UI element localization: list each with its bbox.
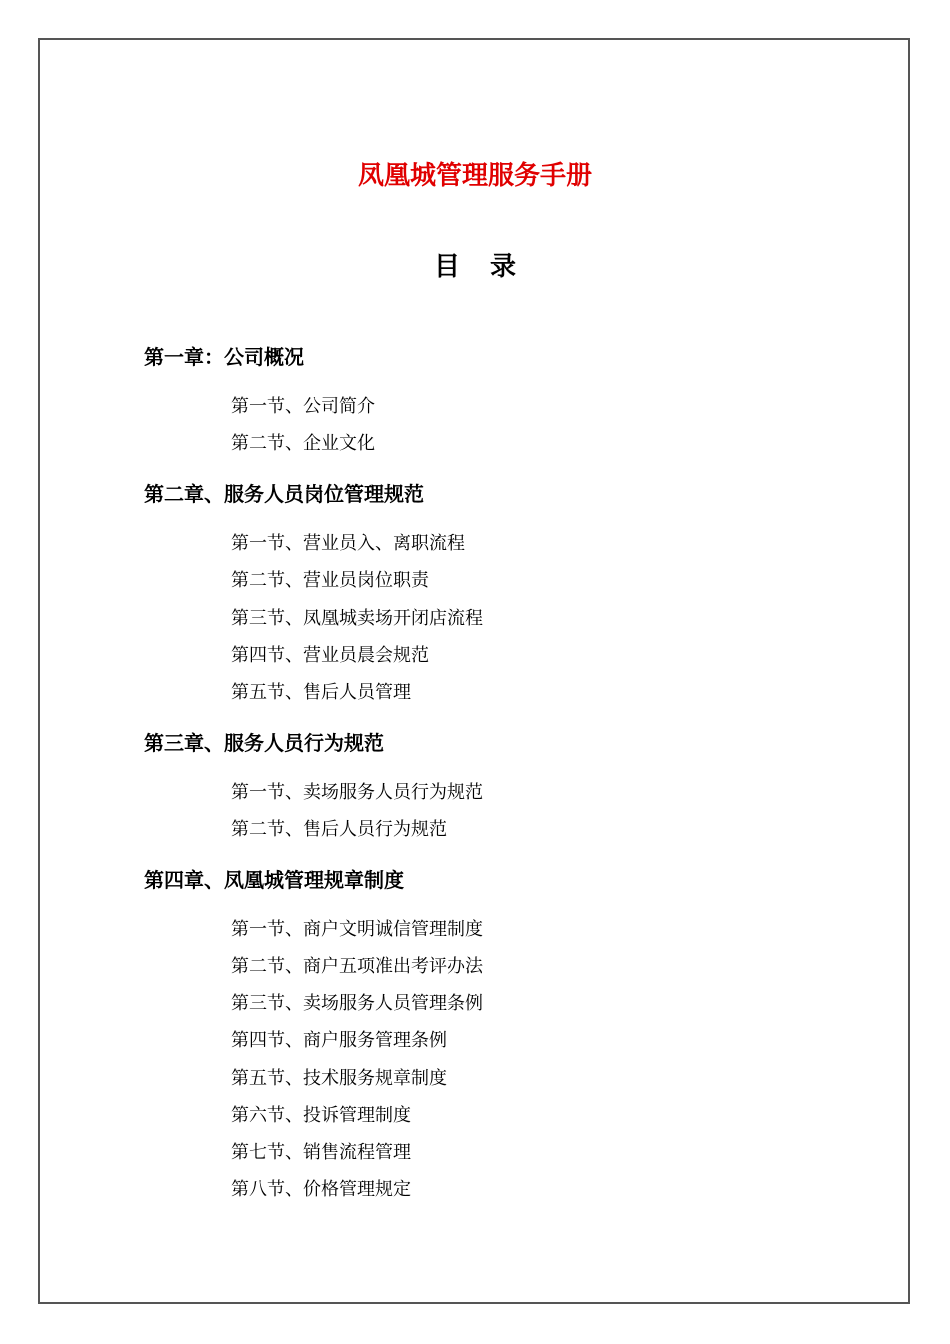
chapter-3-title[interactable]: 第三章、服务人员行为规范 (144, 731, 384, 755)
chapter-4-section-5[interactable]: 第五节、技术服务规章制度 (231, 1068, 447, 1089)
toc-heading (0, 249, 950, 285)
toc-heading-right: 录 (490, 252, 517, 282)
chapter-2-section-5[interactable]: 第五节、售后人员管理 (231, 682, 411, 703)
chapter-2-section-1[interactable]: 第一节、营业员入、离职流程 (231, 533, 465, 554)
chapter-2-section-3[interactable]: 第三节、凤凰城卖场开闭店流程 (231, 608, 483, 629)
chapter-2-title[interactable]: 第二章、服务人员岗位管理规范 (144, 482, 424, 506)
chapter-2-section-2[interactable]: 第二节、营业员岗位职责 (231, 570, 429, 591)
chapter-3-section-1[interactable]: 第一节、卖场服务人员行为规范 (231, 782, 483, 803)
document-title: 凤凰城管理服务手册 (357, 161, 592, 191)
chapter-1-section-2[interactable]: 第二节、企业文化 (231, 433, 375, 454)
chapter-4-section-8[interactable]: 第八节、价格管理规定 (231, 1179, 411, 1200)
page-border (38, 38, 910, 1304)
chapter-4-section-1[interactable]: 第一节、商户文明诚信管理制度 (231, 919, 483, 940)
chapter-1-section-1[interactable]: 第一节、公司简介 (231, 396, 375, 417)
chapter-4-section-7[interactable]: 第七节、销售流程管理 (231, 1142, 411, 1163)
chapter-4-section-3[interactable]: 第三节、卖场服务人员管理条例 (231, 993, 483, 1014)
chapter-2-section-4[interactable]: 第四节、营业员晨会规范 (231, 645, 429, 666)
chapter-4-title[interactable]: 第四章、凤凰城管理规章制度 (144, 868, 404, 892)
chapter-3-section-2[interactable]: 第二节、售后人员行为规范 (231, 819, 447, 840)
toc-heading-left: 目 (433, 252, 460, 282)
chapter-1-title[interactable]: 第一章：公司概况 (144, 345, 304, 369)
chapter-4-section-4[interactable]: 第四节、商户服务管理条例 (231, 1030, 447, 1051)
chapter-4-section-2[interactable]: 第二节、商户五项准出考评办法 (231, 956, 483, 977)
chapter-4-section-6[interactable]: 第六节、投诉管理制度 (231, 1105, 411, 1126)
